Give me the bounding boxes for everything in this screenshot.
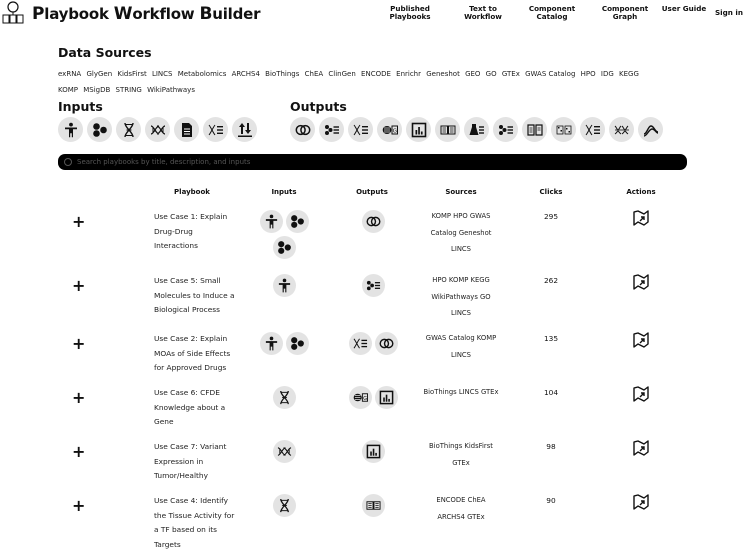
data-source-link[interactable]: GEO xyxy=(465,70,481,78)
data-source-link[interactable]: STRING xyxy=(115,86,142,94)
brand-title[interactable]: Playbook Workflow Builder xyxy=(32,4,261,24)
row-clicks: 135 xyxy=(543,334,559,343)
expand-row-button[interactable]: + xyxy=(72,388,86,407)
svg-text:G: G xyxy=(392,128,397,134)
row-sources: HPO KOMP KEGG WikiPathways GO LINCS xyxy=(431,276,491,317)
venn-icon xyxy=(375,332,398,355)
sparse-matrix-icon[interactable] xyxy=(551,117,576,142)
nav-user-guide[interactable]: User Guide xyxy=(661,4,707,13)
col-header-playbook: Playbook xyxy=(174,188,210,196)
lab-icon[interactable] xyxy=(464,117,489,142)
col-header-sources: Sources xyxy=(445,188,477,196)
search-input[interactable] xyxy=(77,158,657,166)
row-outputs xyxy=(338,494,408,517)
expand-row-button[interactable]: + xyxy=(72,496,86,515)
data-source-link[interactable]: GWAS Catalog xyxy=(525,70,576,78)
row-outputs xyxy=(338,274,408,297)
playbook-title[interactable]: Use Case 4: Identify the Tissue Activity for a TF based on its Targets xyxy=(154,496,235,549)
bar-chart-icon xyxy=(375,386,398,409)
row-outputs xyxy=(338,210,408,233)
nav-component-catalog[interactable]: Component Catalog xyxy=(528,4,576,21)
sort-arrows-icon[interactable] xyxy=(232,117,257,142)
dna-gene-icon xyxy=(273,494,296,517)
curve-icon[interactable] xyxy=(638,117,663,142)
data-source-link[interactable]: ChEA xyxy=(304,70,324,78)
data-source-link[interactable]: ClinGen xyxy=(328,70,356,78)
data-source-link[interactable]: Enrichr xyxy=(396,70,421,78)
data-source-link[interactable]: Geneshot xyxy=(426,70,460,78)
row-clicks: 104 xyxy=(543,388,559,397)
row-inputs xyxy=(254,332,314,355)
playbook-title[interactable]: Use Case 7: Variant Expression in Tumor/Healthy xyxy=(154,442,227,480)
row-sources: BioThings KidsFirst GTEx xyxy=(429,442,493,467)
row-sources: GWAS Catalog KOMP LINCS xyxy=(425,334,497,359)
row-sources: BioThings LINCS GTEx xyxy=(423,388,499,396)
network-icon[interactable] xyxy=(609,117,634,142)
logo-icon[interactable] xyxy=(2,1,24,25)
row-inputs xyxy=(254,386,314,409)
col-header-actions: Actions xyxy=(626,188,656,196)
row-sources: KOMP HPO GWAS Catalog Geneshot LINCS xyxy=(430,212,492,253)
outputs-heading: Outputs xyxy=(290,99,347,114)
nav-sign-in[interactable]: Sign in xyxy=(715,8,743,17)
open-playbook-icon[interactable] xyxy=(632,210,650,228)
expand-row-button[interactable]: + xyxy=(72,442,86,461)
data-source-link[interactable]: exRNA xyxy=(58,70,82,78)
person-icon[interactable] xyxy=(58,117,83,142)
pathway-icon xyxy=(349,386,372,409)
molecule-icon xyxy=(273,236,296,259)
inputs-heading: Inputs xyxy=(58,99,103,114)
playbook-title[interactable]: Use Case 1: Explain Drug-Drug Interactions xyxy=(154,212,228,250)
row-inputs xyxy=(254,210,314,259)
venn-icon xyxy=(362,210,385,233)
data-source-link[interactable]: GO xyxy=(485,70,497,78)
row-outputs xyxy=(338,386,408,409)
drug-set-icon[interactable] xyxy=(319,117,344,142)
data-source-link[interactable]: HPO xyxy=(580,70,596,78)
person-icon xyxy=(260,210,283,233)
book-icon[interactable] xyxy=(522,117,547,142)
dna-variant-icon xyxy=(273,440,296,463)
gene-set-icon[interactable] xyxy=(203,117,228,142)
nav-published-playbooks[interactable]: Published Playbooks xyxy=(389,4,431,21)
row-outputs xyxy=(338,332,408,355)
data-source-link[interactable]: WikiPathways xyxy=(147,86,195,94)
data-source-link[interactable]: KOMP xyxy=(58,86,78,94)
playbook-title[interactable]: Use Case 5: Small Molecules to Induce a Biological Process xyxy=(154,276,235,314)
playbook-title[interactable]: Use Case 2: Explain MOAs of Side Effects for Approved Drugs xyxy=(154,334,231,372)
expand-row-button[interactable]: + xyxy=(72,276,86,295)
data-sources-list xyxy=(58,66,658,98)
expand-row-button[interactable]: + xyxy=(72,334,86,353)
document-icon[interactable] xyxy=(174,117,199,142)
col-header-clicks: Clicks xyxy=(539,188,563,196)
matrix-icon[interactable] xyxy=(435,117,460,142)
outputs-filter-row xyxy=(290,117,663,142)
data-source-link[interactable]: ENCODE xyxy=(361,70,391,78)
data-source-link[interactable]: MSigDB xyxy=(83,86,111,94)
bar-chart-icon xyxy=(362,440,385,463)
app-header xyxy=(0,0,743,28)
open-playbook-icon[interactable] xyxy=(632,332,650,350)
row-inputs xyxy=(254,274,314,297)
row-clicks: 262 xyxy=(543,276,559,285)
gene-set-icon[interactable] xyxy=(580,117,605,142)
dna-variant-icon[interactable] xyxy=(145,117,170,142)
gene-set-icon xyxy=(349,332,372,355)
nav-component-graph[interactable]: Component Graph xyxy=(601,4,649,21)
dna-gene-icon[interactable] xyxy=(116,117,141,142)
molecule-icon xyxy=(286,332,309,355)
col-header-inputs: Inputs xyxy=(271,188,297,196)
molecule-icon[interactable] xyxy=(87,117,112,142)
data-source-link[interactable]: GlyGen xyxy=(86,70,113,78)
row-outputs xyxy=(338,440,408,463)
person-icon xyxy=(273,274,296,297)
molecule-icon xyxy=(286,210,309,233)
search-bar[interactable] xyxy=(58,154,687,170)
data-source-link[interactable]: KEGG xyxy=(619,70,639,78)
row-clicks: 90 xyxy=(546,496,556,505)
bar-chart-icon[interactable] xyxy=(406,117,431,142)
open-playbook-icon[interactable] xyxy=(632,386,650,404)
row-inputs xyxy=(254,494,314,517)
search-icon xyxy=(64,158,72,166)
data-source-link[interactable]: GTEx xyxy=(501,70,520,78)
open-playbook-icon[interactable] xyxy=(632,440,650,458)
data-source-link[interactable]: ARCHS4 xyxy=(231,70,260,78)
gene-set-icon[interactable] xyxy=(348,117,373,142)
data-source-link[interactable]: KidsFirst xyxy=(117,70,147,78)
dna-gene-icon xyxy=(273,386,296,409)
svg-text:G: G xyxy=(362,395,367,402)
inputs-filter-row xyxy=(58,117,257,142)
pathway-icon[interactable] xyxy=(377,117,402,142)
row-sources: ENCODE ChEA ARCHS4 GTEx xyxy=(436,496,486,521)
data-source-link[interactable]: LINCS xyxy=(151,70,173,78)
row-clicks: 295 xyxy=(543,212,559,221)
playbook-title[interactable]: Use Case 6: CFDE Knowledge about a Gene xyxy=(154,388,226,426)
drug-set-icon[interactable] xyxy=(493,117,518,142)
open-playbook-icon[interactable] xyxy=(632,274,650,292)
data-source-link[interactable]: IDG xyxy=(600,70,614,78)
drug-set-icon xyxy=(362,274,385,297)
expand-row-button[interactable]: + xyxy=(72,212,86,231)
person-icon xyxy=(260,332,283,355)
data-source-link[interactable]: Metabolomics xyxy=(177,70,227,78)
matrix-icon xyxy=(362,494,385,517)
nav-text-to-workflow[interactable]: Text to Workflow xyxy=(464,4,502,21)
col-header-outputs: Outputs xyxy=(356,188,388,196)
venn-icon[interactable] xyxy=(290,117,315,142)
data-source-link[interactable]: BioThings xyxy=(265,70,300,78)
row-clicks: 98 xyxy=(546,442,556,451)
row-inputs xyxy=(254,440,314,463)
open-playbook-icon[interactable] xyxy=(632,494,650,512)
data-sources-heading: Data Sources xyxy=(58,45,152,60)
